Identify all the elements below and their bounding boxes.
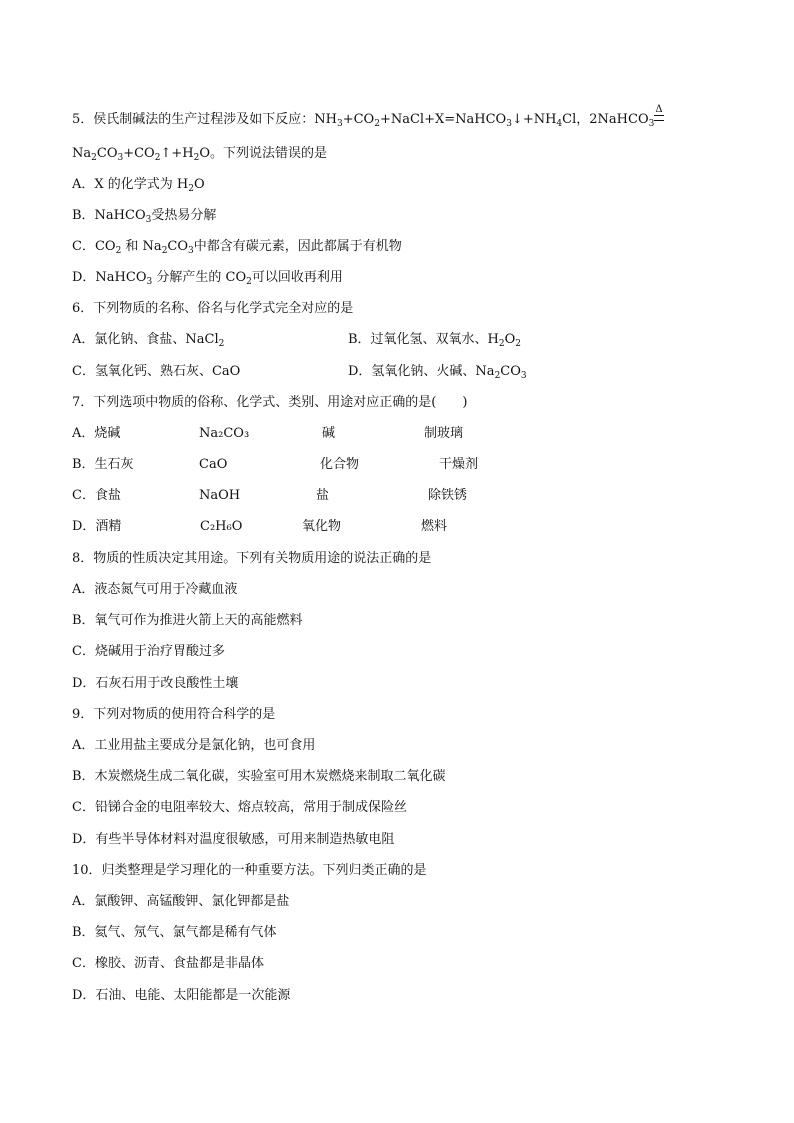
q7-row-a-label: A．烧碱	[72, 426, 121, 441]
q5-option-d-text: 可以回收再利用	[251, 270, 343, 285]
q7-stem: 7．下列选项中物质的俗称、化学式、类别、用途对应正确的是( )	[72, 395, 468, 410]
q9-stem: 9．下列对物质的使用符合科学的是	[72, 707, 276, 722]
q7-row-c-use: 除铁锈	[428, 488, 468, 503]
heat-condition-icon: Δ	[654, 111, 664, 125]
q5-option-b-text: 受热易分解	[151, 208, 217, 223]
q9-option-c: C．铅锑合金的电阻率较大、熔点较高，常用于制成保险丝	[72, 800, 407, 815]
q9-option-a: A．工业用盐主要成分是氯化钠，也可食用	[72, 738, 316, 753]
q6-option-d: D．氢氧化钠、火碱、$Na_2CO_3$	[348, 364, 527, 381]
q6-option-c: C．氢氧化钙、熟石灰、CaO	[72, 364, 241, 379]
q7-row-b-label: B．生石灰	[72, 457, 134, 472]
q7-row-a-use: 制玻璃	[424, 426, 464, 441]
q6-option-b: B．过氧化氢、双氧水、$H_2O_2$	[348, 332, 522, 349]
q7-row-d-formula: C₂H₆O	[200, 519, 243, 534]
q6-stem: 6．下列物质的名称、俗名与化学式完全对应的是	[72, 301, 354, 316]
q5-option-c-text: 中都含有碳元素，因此都属于有机物	[193, 239, 402, 254]
q5-option-d: D．NaHCO$_3$ 分解产生的 $CO_2$可以回收再利用	[72, 270, 343, 287]
q8-stem: 8．物质的性质决定其用途。下列有关物质用途的说法正确的是	[72, 551, 432, 566]
q5-option-b: B．NaHCO$_3$受热易分解	[72, 208, 217, 225]
q10-option-d: D．石油、电能、太阳能都是一次能源	[72, 988, 291, 1003]
q10-option-a: A．氯酸钾、高锰酸钾、氯化钾都是盐	[72, 894, 290, 909]
q7-row-d-category: 氧化物	[302, 519, 342, 534]
q5-option-a-text: A．X 的化学式为 H	[72, 177, 189, 192]
q6-option-b-text: B．过氧化氢、双氧水、H	[348, 332, 499, 347]
q7-row-a-category: 碱	[322, 426, 336, 441]
q7-row-d-label: D．酒精	[72, 519, 122, 534]
q5-stem-line1: 5．侯氏制碱法的生产过程涉及如下反应：$NH_3+CO_2+NaCl+X=NaHCO_3↓+NH_4Cl$，2NaHCO$_3$ Δ	[72, 104, 663, 129]
q8-option-d: D．石灰石用于改良酸性土壤	[72, 676, 239, 691]
q7-row-a-formula: Na₂CO₃	[199, 426, 250, 441]
q10-option-b: B．氦气、氖气、氯气都是稀有气体	[72, 925, 277, 940]
q7-row-c-category: 盐	[316, 488, 330, 503]
q7-row-b-category: 化合物	[320, 457, 360, 472]
q7-row-c-formula: NaOH	[199, 488, 241, 503]
q6-option-a-text: A．氯化钠、食盐、NaCl	[72, 332, 219, 347]
q5-stem-suffix: 。下列说法错误的是	[209, 146, 327, 161]
q7-row-b-use: 干燥剂	[439, 457, 479, 472]
q10-option-c: C．橡胶、沥青、食盐都是非晶体	[72, 956, 264, 971]
q6-option-a: A．氯化钠、食盐、NaCl$_2$	[72, 332, 225, 349]
q5-option-c: C．$CO_2$ 和 $Na_2CO_3$中都含有碳元素，因此都属于有机物	[72, 239, 402, 256]
q8-option-b: B．氧气可作为推进火箭上天的高能燃料	[72, 613, 303, 628]
q9-option-b: B．木炭燃烧生成二氧化碳，实验室可用木炭燃烧来制取二氧化碳	[72, 769, 446, 784]
q5-option-a: A．X 的化学式为 $H_2O$	[72, 177, 205, 194]
q9-option-d: D．有些半导体材料对温度很敏感，可用来制造热敏电阻	[72, 832, 395, 847]
q7-row-d-use: 燃料	[421, 519, 448, 534]
q7-row-c-label: C．食盐	[72, 488, 121, 503]
q7-row-b-formula: CaO	[199, 457, 228, 472]
q5-stem-line2: $Na_2CO_3+CO_2↑+H_2O$。下列说法错误的是	[72, 146, 327, 163]
q8-option-a: A．液态氮气可用于冷藏血液	[72, 582, 238, 597]
q5-stem-prefix: 5．侯氏制碱法的生产过程涉及如下反应：NH	[72, 112, 337, 127]
q6-option-d-text: D．氢氧化钠、火碱、Na	[348, 364, 495, 379]
q10-stem: 10．归类整理是学习理化的一种重要方法。下列归类正确的是	[72, 863, 427, 878]
q8-option-c: C．烧碱用于治疗胃酸过多	[72, 644, 225, 659]
